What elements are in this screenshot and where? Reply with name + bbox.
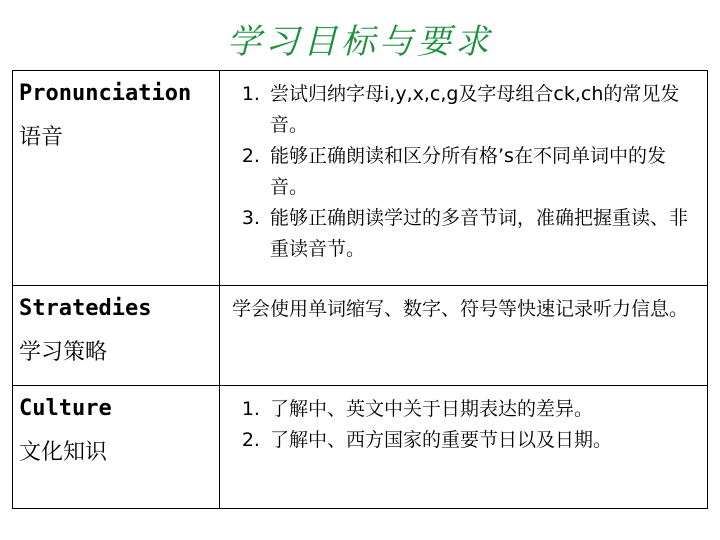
content-cell [220, 71, 708, 286]
category-cell [13, 286, 220, 386]
category-en-label: Stratedies [19, 296, 152, 321]
table-row-strategies [13, 286, 708, 386]
category-en-label: Pronunciation [19, 81, 192, 106]
category-cell [13, 386, 220, 509]
table-row-culture [13, 386, 708, 509]
list-item: 2. 能够正确朗读和区分所有格’s在不同单词中的发音。 [266, 141, 697, 203]
content-cell [220, 286, 708, 386]
goals-table [12, 70, 708, 509]
page-title: 学习目标与要求 [227, 22, 493, 62]
category-zh-label: 语音 [19, 125, 64, 150]
goal-list [232, 79, 697, 265]
category-en-label: Culture [19, 396, 112, 421]
list-item: 1. 尝试归纳字母i,y,x,c,g及字母组合ck,ch的常见发音。 [266, 79, 697, 141]
table-row-pronunciation [13, 71, 708, 286]
content-cell [220, 386, 708, 509]
category-zh-label: 学习策略 [19, 340, 108, 365]
goal-list [232, 394, 697, 456]
category-cell [13, 71, 220, 286]
category-zh-label: 文化知识 [19, 440, 108, 465]
list-item: 1. 了解中、英文中关于日期表达的差异。 [266, 394, 697, 425]
list-item: 3. 能够正确朗读学过的多音节词，准确把握重读、非重读音节。 [266, 203, 697, 265]
goal-text: 学会使用单词缩写、数字、符号等快速记录听力信息。 [232, 298, 689, 320]
list-item: 2. 了解中、西方国家的重要节日以及日期。 [266, 425, 697, 456]
